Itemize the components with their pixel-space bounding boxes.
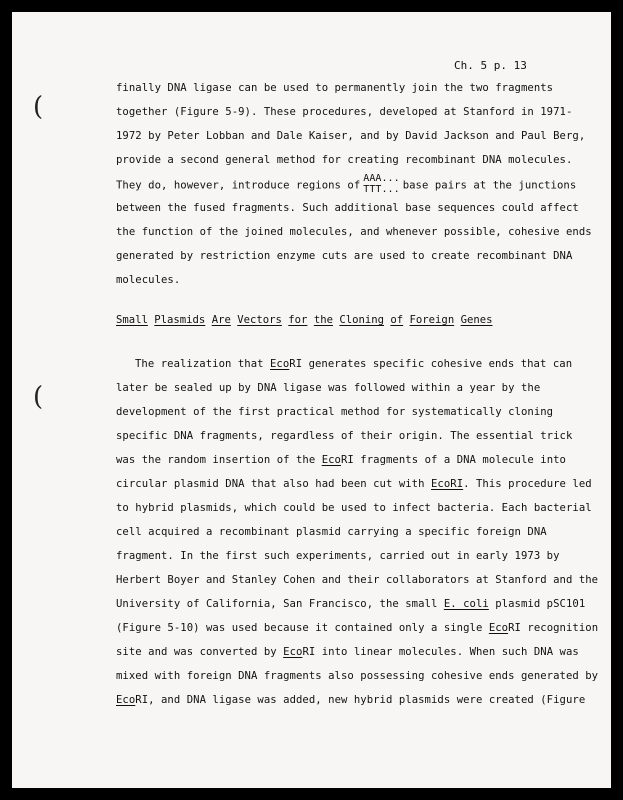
heading-word: the [313, 314, 333, 326]
heading-word: Plasmids [154, 314, 206, 326]
enzyme-name: Eco [488, 622, 509, 634]
text-line: together (Figure 5-9). These procedures, developed at Stanford in 1971- [116, 106, 573, 118]
heading-word: Genes [460, 314, 493, 326]
text-line [116, 694, 585, 706]
text-segment: RI into linear molecules. When such DNA was [302, 646, 579, 658]
text-line: the function of the joined molecules, and whenever possible, cohesive ends [116, 226, 592, 238]
text-segment: circular plasmid DNA that also had been cut with [116, 478, 431, 490]
section-heading [116, 314, 492, 326]
base-pair-notation [363, 174, 399, 195]
text-line: Herbert Boyer and Stanley Cohen and their collaborators at Stanford and the [116, 574, 599, 586]
text-line: mixed with foreign DNA fragments also possessing cohesive ends generated by [116, 670, 599, 682]
enzyme-name: EcoRI [430, 478, 464, 490]
text-line: specific DNA fragments, regardless of their origin. The essential trick [116, 430, 573, 442]
heading-word: Vectors [237, 314, 282, 326]
text-line: molecules. [116, 274, 181, 286]
binder-hole-mark: ( [33, 92, 44, 122]
text-line [116, 175, 576, 196]
text-segment: site and was converted by [116, 646, 284, 658]
heading-word: Are [211, 314, 231, 326]
text-segment: RI generates specific cohesive ends that can [289, 358, 573, 370]
text-line: generated by restriction enzyme cuts are used to create recombinant DNA [116, 250, 573, 262]
heading-word: of [390, 314, 404, 326]
text-line [116, 646, 579, 658]
enzyme-name: Eco [321, 454, 341, 466]
text-line: finally DNA ligase can be used to permanently join the two fragments [116, 82, 554, 94]
text-line: fragment. In the first such experiments, carried out in early 1973 by [116, 550, 560, 562]
text-segment: RI recognition [508, 622, 599, 634]
text-line [116, 598, 585, 610]
page-reference: Ch. 5 p. 13 [454, 59, 527, 72]
text-line: later be sealed up by DNA ligase was followed within a year by the [116, 382, 541, 394]
text-segment: was the random insertion of the [116, 454, 322, 466]
species-name: E. coli [443, 598, 489, 610]
heading-word: Small [116, 314, 148, 326]
text-segment: RI fragments of a DNA molecule into [341, 454, 566, 466]
text-segment: . This procedure led [463, 478, 592, 490]
text-line [116, 454, 566, 466]
binder-hole-mark: ( [33, 382, 44, 412]
text-line: 1972 by Peter Lobban and Dale Kaiser, and by David Jackson and Paul Berg, [116, 130, 586, 142]
text-line [116, 478, 592, 490]
text-line [116, 622, 598, 634]
frac-bottom: TTT... [363, 183, 400, 195]
heading-word: Cloning [339, 314, 384, 326]
enzyme-name: Eco [116, 694, 136, 706]
text-segment: base pairs at the junctions [402, 179, 577, 192]
heading-word: for [288, 314, 308, 326]
text-segment: plasmid pSC101 [488, 598, 586, 610]
text-segment: The realization that [135, 358, 270, 370]
text-line: provide a second general method for creating recombinant DNA molecules. [116, 154, 573, 166]
text-line: to hybrid plasmids, which could be used to infect bacteria. Each bacterial [116, 502, 592, 514]
heading-word: Foreign [409, 314, 455, 326]
text-segment: RI, and DNA ligase was added, new hybrid plasmids were created (Figure [135, 694, 586, 706]
document-page [12, 12, 611, 788]
text-line [135, 358, 572, 370]
text-segment: University of California, San Francisco, the small [116, 598, 444, 610]
text-line: cell acquired a recombinant plasmid carrying a specific foreign DNA [116, 526, 547, 538]
frac-top: AAA... [363, 173, 400, 184]
enzyme-name: Eco [283, 646, 303, 658]
text-segment: They do, however, introduce regions of [116, 179, 361, 192]
text-line: development of the first practical method for systematically cloning [116, 406, 554, 418]
enzyme-name: Eco [270, 358, 290, 370]
text-line: between the fused fragments. Such additional base sequences could affect [116, 202, 579, 214]
text-segment: (Figure 5-10) was used because it contained only a single [116, 622, 489, 634]
